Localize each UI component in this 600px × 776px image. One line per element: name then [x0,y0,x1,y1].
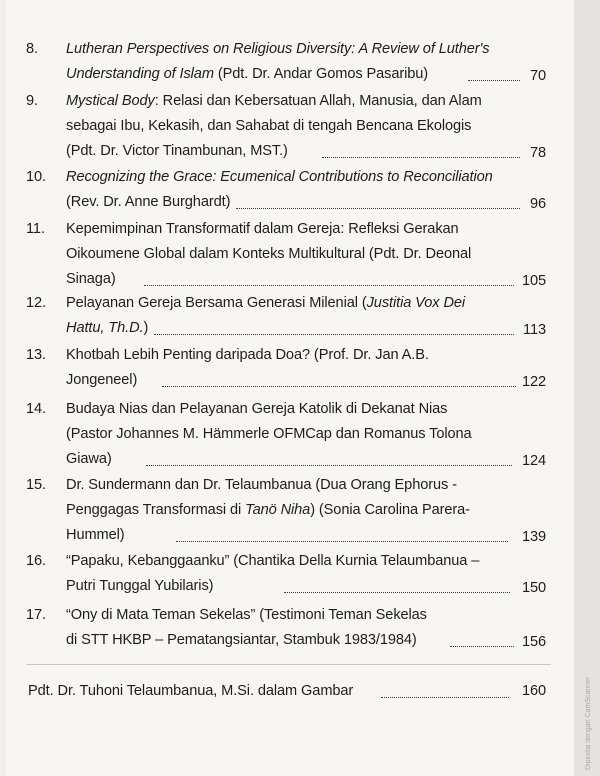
toc-entry-line: (Rev. Dr. Anne Burghardt) [66,194,231,210]
toc-text-run: Penggagas Transformasi di [66,502,246,518]
toc-entry-line: Giawa) [66,451,112,467]
toc-leader [144,285,514,286]
toc-entry-line: sebagai Ibu, Kekasih, dan Sahabat di tengah Bencana Ekologis [66,118,472,134]
toc-entry-number: 16. [26,553,46,569]
toc-entry-number: 10. [26,169,46,185]
toc-entry-number: 15. [26,477,46,493]
scanner-watermark: Dipindai dengan CamScanner [585,676,592,770]
toc-entry-line: Budaya Nias dan Pelayanan Gereja Katolik di Dekanat Nias [66,401,448,417]
section-divider [26,664,551,665]
toc-entry-line: Sinaga) [66,271,116,287]
toc-entry-line [66,317,148,340]
toc-leader [450,646,514,647]
toc-page-number: 78 [529,145,546,161]
toc-entry-number: 12. [26,295,46,311]
toc-page-number: 150 [521,580,546,596]
toc-entry-number: 11. [26,221,45,237]
toc-entry-line: Dr. Sundermann dan Dr. Telaumbanua (Dua Orang Ephorus - [66,477,457,493]
toc-text-run: Hattu, Th.D. [66,320,144,336]
toc-entry-number: 9. [26,93,38,109]
toc-entry-line: Putri Tunggal Yubilaris) [66,578,214,594]
toc-page-number: 96 [529,196,546,212]
toc-entry-line [66,90,482,113]
toc-entry-number: 8. [26,41,38,57]
toc-entry-number: 13. [26,347,46,363]
toc-page-number: 70 [529,68,546,84]
toc-leader [162,386,516,387]
toc-entry-line: Lutheran Perspectives on Religious Diversity: A Review of Luther's [66,41,490,57]
toc-page-number: 124 [521,453,546,469]
toc-entry-line: Khotbah Lebih Penting daripada Doa? (Prof. Dr. Jan A.B. [66,347,429,363]
toc-entry-line: “Papaku, Kebanggaanku” (Chantika Della Kurnia Telaumbanua – [66,553,480,569]
toc-entry-line: Recognizing the Grace: Ecumenical Contributions to Reconciliation [66,169,493,185]
toc-text-run: Tanö Niha [245,502,311,518]
toc-entry-line: Hummel) [66,527,125,543]
toc-entry-line: Oikoumene Global dalam Konteks Multikultural (Pdt. Dr. Deonal [66,246,472,262]
toc-entry-line [66,499,470,522]
toc-text-run: Pelayanan Gereja Bersama Generasi Milenial ( [66,295,367,311]
toc-leader [381,697,509,698]
book-page [6,0,574,776]
toc-text-run: : Relasi dan Kebersatuan Allah, Manusia, dan Alam [154,93,482,109]
toc-leader [322,157,520,158]
toc-text-run: Justitia Vox Dei [366,295,466,311]
toc-entry-line [66,292,465,315]
toc-leader [284,592,510,593]
toc-page-number: 122 [521,374,546,390]
toc-entry-line: (Pdt. Dr. Victor Tinambunan, MST.) [66,143,288,159]
toc-entry-line: Jongeneel) [66,372,138,388]
toc-entry-line: Kepemimpinan Transformatif dalam Gereja: Refleksi Gerakan [66,221,459,237]
toc-page-number: 139 [521,529,546,545]
toc-page-number: 113 [523,322,546,338]
toc-leader [236,208,520,209]
toc-page-number: 105 [521,273,546,289]
toc-entry-line: di STT HKBP – Pematangsiantar, Stambuk 1983/1984) [66,632,417,648]
toc-closing-text: Pdt. Dr. Tuhoni Telaumbanua, M.Si. dalam Gambar [28,683,354,699]
toc-leader [146,465,512,466]
toc-text-run: Understanding of Islam [66,66,214,82]
toc-closing-page: 160 [521,683,546,699]
toc-leader [154,334,514,335]
toc-entry-line [66,63,428,86]
toc-entry-number: 17. [26,607,46,623]
toc-entry-line: (Pastor Johannes M. Hämmerle OFMCap dan Romanus Tolona [66,426,472,442]
toc-page-number: 156 [521,634,546,650]
toc-leader [176,541,508,542]
toc-leader [468,80,520,81]
toc-text-run: ) [143,320,149,336]
toc-text-run: ) (Sonia Carolina Parera- [310,502,470,518]
toc-entry-number: 14. [26,401,46,417]
toc-entry-line: “Ony di Mata Teman Sekelas” (Testimoni Teman Sekelas [66,607,427,623]
toc-text-run: (Pdt. Dr. Andar Gomos Pasaribu) [213,66,429,82]
toc-text-run: Mystical Body [66,93,155,109]
